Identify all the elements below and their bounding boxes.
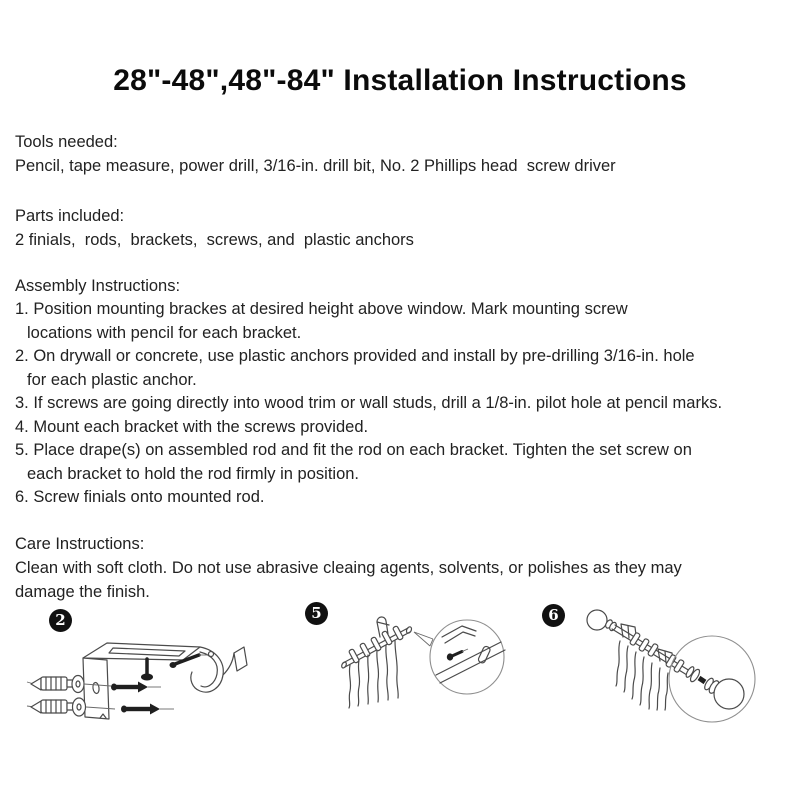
tools-body: Pencil, tape measure, power drill, 3/16-in. drill bit, No. 2 Phillips head screw driver bbox=[15, 157, 616, 175]
rod-finial-attachment-icon bbox=[538, 595, 800, 775]
page-title: 28"-48",48"-84" Installation Instructions bbox=[113, 64, 687, 97]
assembly-steps bbox=[15, 298, 794, 510]
assembly-step-5-line-2: each bracket to hold the rod firmly in position. bbox=[27, 464, 360, 483]
assembly-step-2-line-2: for each plastic anchor. bbox=[27, 370, 197, 389]
care-body-line-2: damage the finish. bbox=[15, 583, 150, 601]
care-section bbox=[15, 532, 794, 604]
assembly-heading: Assembly Instructions: bbox=[15, 277, 181, 295]
assembly-section bbox=[15, 274, 794, 510]
assembly-step-4: 4. Mount each bracket with the screws provided. bbox=[15, 417, 369, 436]
care-body-line-1: Clean with soft cloth. Do not use abrasive cleaing agents, solvents, or polishes as they may bbox=[15, 559, 682, 577]
figure-step-6-badge: 6 bbox=[542, 604, 565, 627]
care-heading: Care Instructions: bbox=[15, 535, 145, 553]
figure-step-2-badge: 2 bbox=[49, 609, 72, 632]
tools-heading: Tools needed: bbox=[15, 133, 118, 151]
assembly-step-1-line-1: 1. Position mounting brackes at desired height above window. Mark mounting screw bbox=[15, 300, 628, 318]
assembly-step-3: 3. If screws are going directly into wood trim or wall studs, drill a 1/8-in. pilot hole at pencil marks. bbox=[15, 394, 723, 412]
drape-rod-set-screw-icon bbox=[292, 595, 537, 775]
assembly-step-1-line-2: locations with pencil for each bracket. bbox=[27, 323, 302, 342]
assembly-step-6: 6. Screw finials onto mounted rod. bbox=[15, 488, 265, 506]
figures-row bbox=[0, 595, 800, 780]
figure-step-5-badge: 5 bbox=[305, 602, 328, 625]
tools-section bbox=[15, 130, 794, 178]
assembly-step-5-line-1: 5. Place drape(s) on assembled rod and fit the rod on each bracket. Tighten the set screw on bbox=[15, 441, 692, 459]
figure-step-6 bbox=[538, 595, 800, 775]
parts-body: 2 finials, rods, brackets, screws, and plastic anchors bbox=[15, 231, 414, 249]
parts-heading: Parts included: bbox=[15, 207, 125, 225]
figure-step-5 bbox=[292, 595, 537, 775]
assembly-step-2-line-1: 2. On drywall or concrete, use plastic anchors provided and install by pre-drilling 3/16-in. hole bbox=[15, 347, 695, 365]
parts-section bbox=[15, 204, 794, 252]
